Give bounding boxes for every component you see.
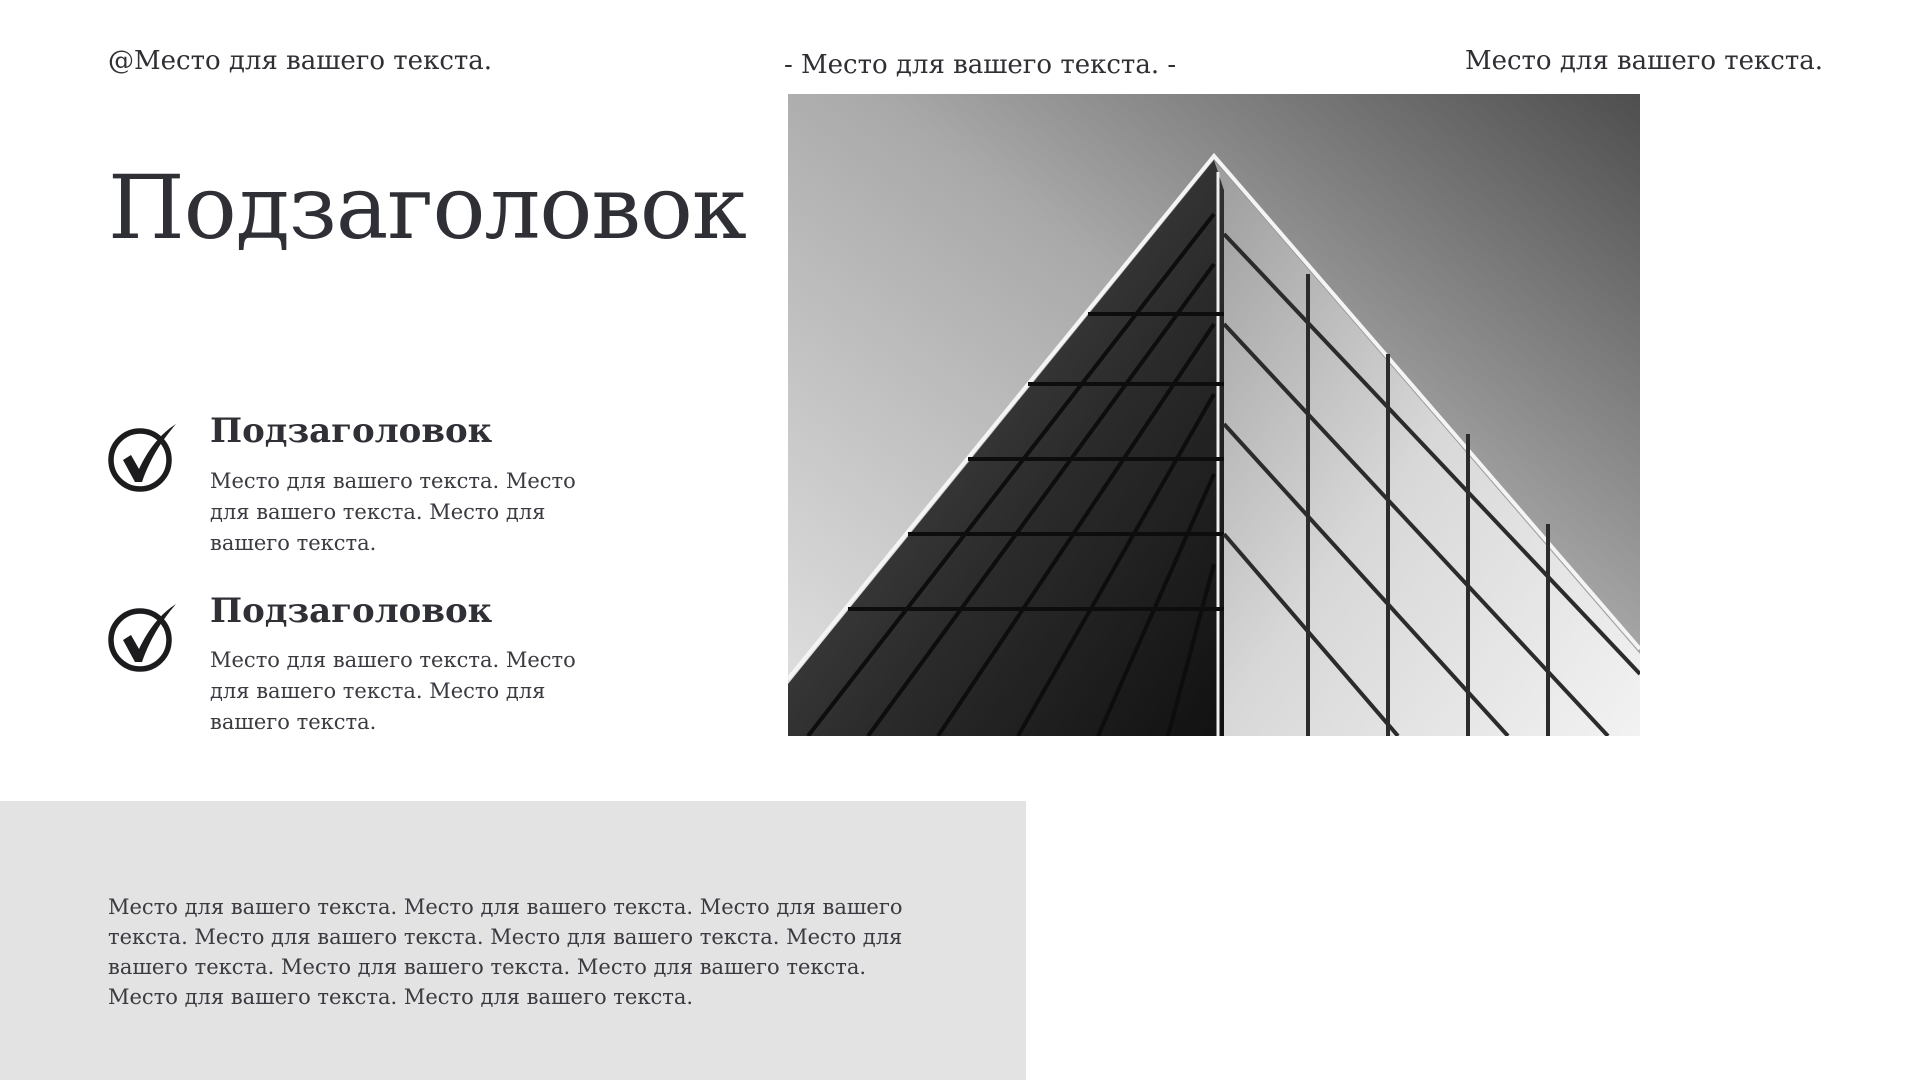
page-title: Подзаголовок [108,156,746,259]
body-paragraph: Место для вашего текста. Место для вашего текста. Место для вашего текста. Место для вашего текста. Место для вашего текста. Место для вашего текста. Место для вашего текста. Место для вашего текста. Место для вашего текста. Место для вашего текста. [108,895,903,1009]
feature-1-title: Подзаголовок [210,411,493,451]
header-right-text: Место для вашего текста. [1464,46,1823,76]
check-circle-icon [106,420,178,492]
building-photo [788,94,1640,736]
feature-2-text: Место для вашего текста. Место для вашего текста. Место для вашего текста. [210,648,576,734]
feature-2-title: Подзаголовок [210,591,493,631]
header-left-text: @Место для вашего текста. [108,46,493,76]
header-center-text: - Место для вашего текста. - [784,50,1177,80]
check-circle-icon [106,600,178,672]
feature-1-text: Место для вашего текста. Место для вашего текста. Место для вашего текста. [210,469,576,555]
